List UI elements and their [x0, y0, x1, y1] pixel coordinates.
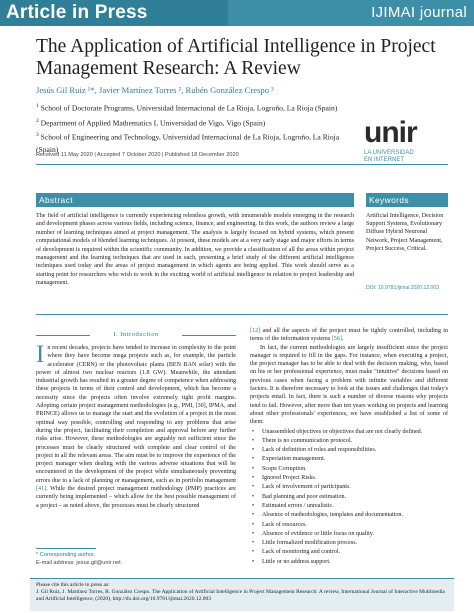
citation-link[interactable]: [56] [331, 336, 342, 343]
abstract-heading: Abstract [39, 195, 73, 205]
affiliation-3: $^3$ School of Engineering and Technology, Universidad Internacional de La Rioja, Logroño, La Rioja (Spain) [36, 132, 340, 154]
list-item: • Scope Corruption. [250, 465, 448, 474]
list-item: • Lack of resources. [250, 521, 448, 530]
list-item: • Absence of methodologies, templates and documentation. [250, 511, 448, 520]
drop-cap: I [36, 341, 45, 368]
paper-title: The Application of Artificial Intelligence in Project Management Research: A Review [36, 36, 436, 79]
right-column [250, 327, 448, 567]
keywords-heading: Keywords [369, 195, 409, 205]
article-in-press-label: Article in Press [6, 2, 148, 23]
list-item: • Little or no address support. [250, 558, 448, 567]
paragraph: [12] and all the aspects of the project must be tightly controlled, including in terms of the information systems [56]. [250, 328, 448, 343]
unir-tagline-1: LA UNIVERSIDAD [364, 150, 414, 156]
citation-link[interactable]: [12] [250, 328, 261, 334]
citation-box [30, 578, 454, 611]
list-item: • There is no communication protocol. [250, 437, 448, 446]
publication-dates: Received 11 May 2020 | Accepted 7 October 2020 | Published 18 December 2020 [36, 152, 239, 158]
author-email[interactable]: E-mail address: jesus.gil@unir.net [36, 560, 121, 566]
heading-rule-right [182, 335, 236, 336]
doi-link[interactable]: DOI: 10.9781/ijimai.2020.12.003 [366, 285, 440, 291]
list-item: • Lack of monitoring and control. [250, 548, 448, 557]
introduction-paragraph: In recent decades, projects have tended to increase in complexity to the point where they have become mega projects such as, for example, the particle accelerator (CERN) or the photovoltaic plants (BEN BAN solar) with the power of almost two nuclear reactors (1.8 GW). Meanwhile, the attendant industrial growth has resulted in a greater degree of competence when addressing these projects in terms of their control and development, which has become a necessity since the projects often involve extremely tight profit margins. Adopting certain project management methodologies (e.g., PMI, [30], IPMA, and PRINCE) allows us to manage the start and the evolution of a project in the most optimal way possible, controlling and responding to any problems that arise during the project, facilitating their completion and approval before any further risks arise. However, these methodologies are arguably not sufficient since the processes must be clearly structured with complete and clear control of the project in all the relevant areas. The aim must be to improve the experience of the project manager when dealing with the various adverse situations that will be encountered in the development of the project while simultaneously preventing errors due to a lack of planning or management, such as in portfolio management [41]. While the desired project management methodology (PMP) practices are currently being implemented – which allow for the best possible management of a project – as noted above, the processes must be clearly structured [36, 341, 236, 509]
citation-text: J. Gil Ruiz, J. Martínez Torres, R. González Crespo. The Application of Artificial Intelligence in Project Management Research: A review, International Journal of Interactive Multimedia and Artificial Intelligence, (2020), http://dx.doi.org/10.9781/ijimai.2020.12.003 [36, 589, 445, 603]
list-item: • Unassembled objectives or objectives that are not clearly defined. [250, 428, 448, 437]
paragraph: In fact, the current methodologies are largely insufficient since the project manager is required to fill in the gaps. For instance, when executing a project, the project manager has to be able to deal with the decision making, who, based on his or her professional experience, must make "intuitive" decisions based on previous cases when facing a problem with infinite variables and different factors. It is therefore necessary to look at the issues and challenges that today's projects entail. In fact, there is such a number of diverse reasons why projects tend to fail. However, after more than ten years working on projects and learning about other professionals' experiences, we have established a list of some of them: [250, 344, 448, 426]
list-item: • Expectation management. [250, 455, 448, 464]
divider [36, 164, 448, 165]
list-item: • Little formalized modification process. [250, 539, 448, 548]
list-item: • Bad planning and poor estimation. [250, 493, 448, 502]
list-item: • Estimated errors / unrealistic. [250, 502, 448, 511]
introduction-heading: I. Introduction [36, 331, 236, 338]
divider [36, 314, 448, 315]
citation-label: Please cite this article in press as: [36, 582, 110, 588]
list-item: • Lack of definition of roles and responsibilities. [250, 446, 448, 455]
footnote-rule [36, 548, 96, 549]
journal-name: IJIMAI journal [371, 4, 467, 21]
list-item: • Lack of involvement of participants. [250, 483, 448, 492]
journal-header-bar [0, 0, 474, 26]
unir-wordmark: unir [364, 116, 417, 149]
abstract-text: The field of artificial intelligence is currently experiencing relentless growth, with innumerable models emerging in the research and development phases across various fields, including science, finance, and engineering. In this work, the authors review a large number of learning techniques aimed at project management. The analysis is largely focused on hybrid systems, which present computational models of blended learning techniques. At present, these models are at a very early stage and major efforts in terms of development is required within the scientific community. In addition, we provide a classification of all the areas within project management and the learning techniques that are used in each, presenting a brief study of the different artificial intelligence techniques used today and the areas of project management in which agents are being applied. This work should serve as a starting point for researchers who wish to work in the exciting world of artificial intelligence in relation to project leadership and management. [36, 213, 354, 287]
heading-rule-left [36, 335, 90, 336]
abstract-heading-bar [36, 193, 354, 207]
citation-link[interactable]: [41] [36, 486, 47, 493]
affiliation-2: $^2$ Department of Applied Mathematics I, Universidad de Vigo, Vigo (Spain) [36, 117, 266, 128]
failure-reasons-list [250, 428, 448, 567]
list-item: • Absence of evidence or little focus on quality. [250, 530, 448, 539]
affiliations [36, 100, 356, 156]
keywords-list: Artificial Intelligence, Decision Support Systems, Evolutionary Diffuse Hybrid Neuronal Network, Project Management, Project Success, Critical. [366, 213, 444, 252]
affiliation-1: $^1$ School of Doctorate Programs, Universidad Internacional de La Rioja, Logroño, La Rioja (Spain) [36, 103, 338, 113]
corresponding-author-note: * Corresponding author. E-mail address: jesus.gil@unir.net [36, 552, 121, 566]
list-item: • Ignored Project Risks. [250, 474, 448, 483]
unir-tagline-2: EN INTERNET [364, 157, 405, 163]
author-list: Jesús Gil Ruiz ¹*, Javier Martínez Torres ², Rubén González Crespo ³ [36, 85, 274, 95]
